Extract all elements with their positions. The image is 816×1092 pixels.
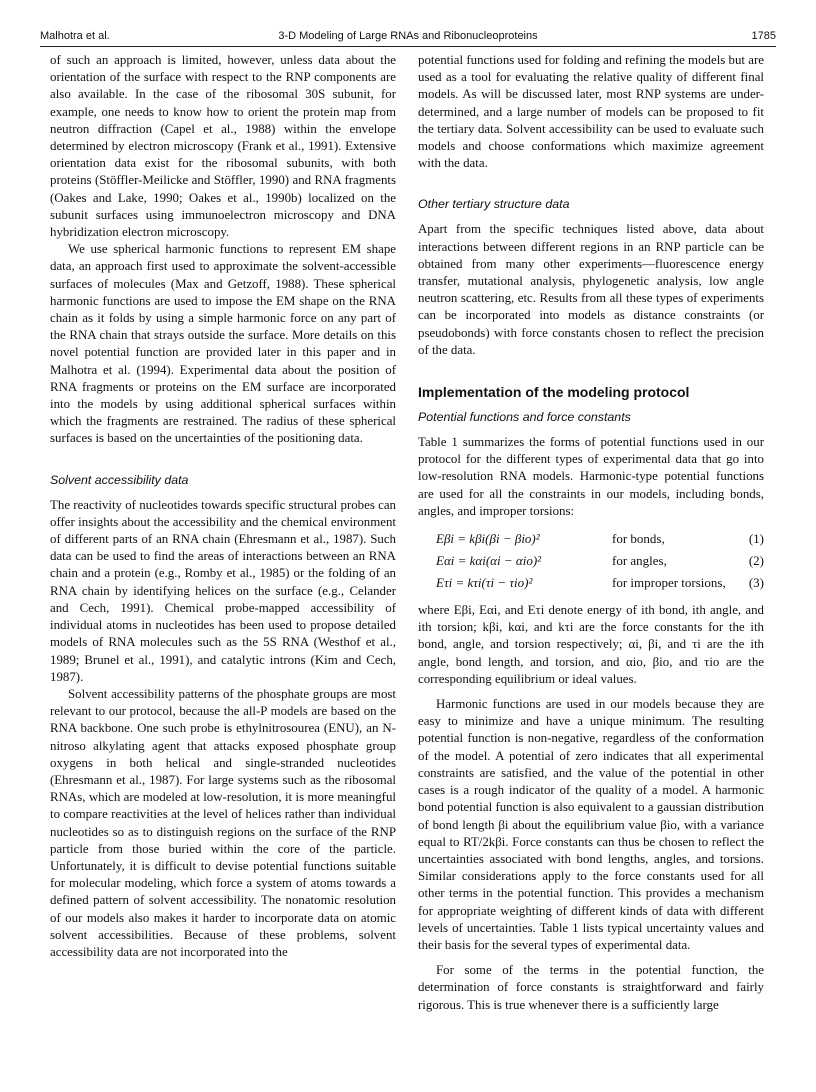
subsection-heading: Other tertiary structure data [418, 197, 570, 212]
equation-number: (3) [748, 575, 764, 591]
equation-1 [418, 528, 764, 550]
equation-number: (2) [748, 553, 764, 569]
equation-2 [418, 550, 764, 572]
right-column [418, 52, 764, 1014]
equation-expression: Eτi = kτi(τi − τio)² [436, 575, 533, 591]
subsection-heading: Solvent accessibility data [50, 472, 189, 487]
equation-description: for angles, [612, 553, 667, 569]
header-rule [40, 46, 776, 47]
paragraph: where Eβi, Eαi, and Eτi denote energy of ith bond, ith angle, and ith torsion; kβi, kαi, and kτi are the force constants for the ith bond, angle, and torsion respectively; αi, βi, and τi are the ith angle, bond length, and torsion, and αio, βio, and τio are the corresponding equilibrium or ideal values. [418, 603, 764, 686]
equation-number: (1) [748, 531, 764, 547]
paragraph: We use spherical harmonic functions to represent EM shape data, an approach first used to approximate the solvent-accessible surfaces of molecules (Max and Getzoff, 1988). These spherical harmonic functions are used to impose the EM shape on the RNA chain as it folds by using a simple harmonic force on any part of the RNA chain that strays outside the surface. More details on this novel potential function are provided later in this paper and in Malhotra et al. (1994). Experimental data about the position of RNA fragments or proteins on the EM surface are incorporated into the models by using additional spherical surfaces within which the fragments are restrained. The radius of these spherical surfaces is based on the uncertainties of the positioning data. [50, 242, 396, 446]
header-authors: Malhotra et al. [40, 30, 110, 42]
section-heading: Implementation of the modeling protocol [418, 384, 690, 401]
paragraph: potential functions used for folding and refining the models but are used as a tool for evaluating the relative quality of different final models. As will be discussed later, most RNP systems are under-determined, and a large number of models can be proposed to fit the tertiary data. Solvent accessibility can be used to evaluate such models and choose conformations which maximize agreement with the data. [418, 53, 764, 171]
left-column [50, 52, 396, 961]
equation-description: for improper torsions, [612, 575, 726, 591]
paragraph: of such an approach is limited, however, unless data about the orientation of the surface with respect to the RNP components are also available. In the case of the ribosomal 30S subunit, for example, one needs to know how to orient the protein map from neutron diffraction (Capel et al., 1988) within the envelope determined by electron microscopy (Frank et al., 1991). Extensive orientation data exist for the ribosomal subunits, with both proteins (Stöffler-Meilicke and Stöffler, 1990) and RNA fragments (Oakes and Lake, 1990; Oakes et al., 1990b) localized on the subunit surfaces using immunoelectron microscopy and DNA hybridization electron microscopy. [50, 53, 396, 240]
header-title: 3-D Modeling of Large RNAs and Ribonucleoproteins [278, 30, 538, 42]
equation-description: for bonds, [612, 531, 665, 547]
equation-expression: Eβi = kβi(βi − βio)² [436, 531, 540, 547]
running-header [40, 30, 776, 46]
page-number: 1785 [751, 30, 776, 42]
subsection-heading: Potential functions and force constants [418, 410, 631, 425]
paragraph: Apart from the specific techniques listed above, data about interactions between different regions in an RNP particle can be obtained from many other experiments—fluorescence energy transfer, mutational analysis, phylogenetic analysis, low angle neutron scattering, etc. Results from all these types of experiments can be incorporated into models as distance constraints (or pseudobonds) with force constants chosen to reflect the precision of the data. [418, 222, 764, 357]
paragraph: Table 1 summarizes the forms of potential functions used in our protocol for the different types of experimental data that go into low-resolution RNA models. Harmonic-type potential functions are used for all the constraints in our models, including bonds, angles, and improper torsions: [418, 435, 764, 518]
paragraph: Harmonic functions are used in our models because they are easy to minimize and have a unique minimum. The resulting potential function is non-negative, regardless of the conformation of the model. A potential of zero indicates that all experimental constraints are satisfied, and the value of the potential in other cases is a rough indicator of the quality of a model. A harmonic bond potential function is also equivalent to a gaussian distribution of bond length βi about the equilibrium value βio, with a variance equal to RT/2kβi. Force constants can thus be chosen to reflect the uncertainties associated with bond lengths, angles, and torsions. Similar considerations apply to the force constants used for all other terms in the potential function. This provides a mechanism for appropriate weighting of different kinds of data with different levels of uncertainties. Table 1 lists typical uncertainty values and their basis for the several types of experimental data. [418, 697, 764, 952]
paragraph: The reactivity of nucleotides towards specific structural probes can offer insights about the accessibility and the chemical environment of different parts of an RNA chain (Ehresmann et al., 1987). Such data can be used to find the areas of interactions between an RNA chain and a protein (e.g., Romby et al., 1985) or the folding of an RNA chain by identifying helices on the surface (e.g., Celander and Cech, 1991). Chemical probe-mapped accessibility of individual atoms in nucleotides has been used to propose detailed models of RNA molecules such as the 5S RNA (Westhof et al., 1989; Brunel et al., 1991), and catalytic introns (Kim and Cech, 1987). [50, 497, 396, 684]
paragraph: For some of the terms in the potential function, the determination of force constants is straightforward and fairly rigorous. This is true whenever there is a sufficiently large [418, 963, 764, 1012]
equation-3 [418, 572, 764, 594]
paragraph: Solvent accessibility patterns of the phosphate groups are most relevant to our protocol, because the all-P models are based on the RNA backbone. One such probe is ethylnitrosourea (ENU), an N-nitroso alkylating agent that attacks exposed phosphate group oxygens in both helical and single-stranded nucleotides (Ehresmann et al., 1987). For large systems such as the ribosomal RNAs, which are modeled at low-resolution, it is more meaningful to compare reactivities at the level of helices rather than individual nucleotides so as to distinguish regions on the surface of the RNP particle from those buried within the core of the particle. Unfortunately, it is difficult to devise potential functions suitable for molecular modeling, which force a system of atoms towards a defined pattern of solvent accessibility. The nonatomic resolution of our models also makes it harder to incorporate data on atomic solvent accessibilities. Because of these problems, solvent accessibility data are not incorporated into the [50, 686, 396, 959]
equation-expression: Eαi = kαi(αi − αio)² [436, 553, 542, 569]
